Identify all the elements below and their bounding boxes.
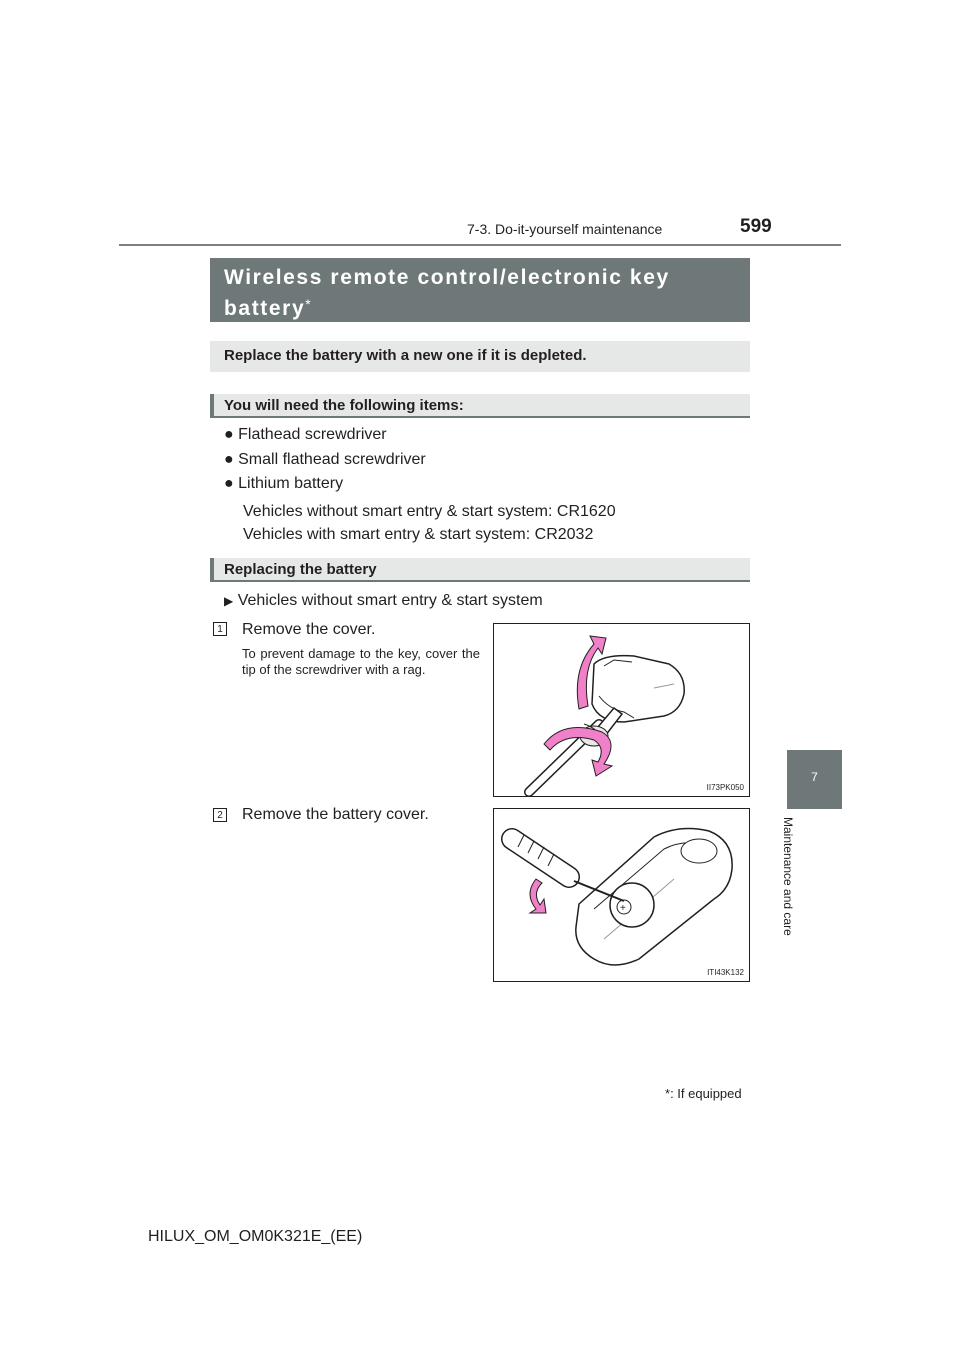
intro-statement: Replace the battery with a new one if it is depleted. bbox=[210, 341, 750, 372]
section-title: 7-3. Do-it-yourself maintenance bbox=[467, 221, 663, 237]
bullet-icon: ● bbox=[224, 475, 234, 492]
page-title bbox=[210, 258, 750, 322]
list-item: ● Lithium battery bbox=[224, 475, 344, 492]
chapter-label: Maintenance and care bbox=[781, 817, 795, 936]
bullet-icon: ● bbox=[224, 426, 234, 443]
document-code: HILUX_OM_OM0K321E_(EE) bbox=[148, 1228, 363, 1245]
chapter-number: 7 bbox=[811, 770, 818, 784]
page-number: 599 bbox=[740, 216, 772, 237]
step-number-box: 1 bbox=[213, 622, 227, 636]
figure-remove-battery-cover bbox=[493, 808, 750, 982]
bullet-icon: ● bbox=[224, 451, 234, 468]
header-divider bbox=[119, 244, 841, 246]
step-number-box: 2 bbox=[213, 808, 227, 822]
battery-note-with-smart-entry: Vehicles with smart entry & start system: CR2032 bbox=[243, 526, 594, 543]
list-item: ● Small flathead screwdriver bbox=[224, 451, 426, 468]
figure-code: II73PK050 bbox=[706, 783, 744, 792]
step-text: Remove the battery cover. bbox=[242, 806, 429, 823]
step-text: Remove the cover. bbox=[242, 621, 376, 638]
title-asterisk: * bbox=[305, 296, 311, 312]
footnote: *: If equipped bbox=[665, 1086, 742, 1101]
battery-cover-illustration bbox=[494, 809, 749, 981]
triangle-right-icon: ▶ bbox=[224, 594, 234, 608]
vehicle-subheading: ▶ Vehicles without smart entry & start system bbox=[224, 592, 543, 609]
footnote-asterisk: * bbox=[665, 1086, 671, 1101]
step-note: To prevent damage to the key, cover the tip of the screwdriver with a rag. bbox=[242, 646, 480, 677]
figure-remove-cover bbox=[493, 623, 750, 797]
items-heading: You will need the following items: bbox=[210, 394, 750, 418]
svg-text:+: + bbox=[620, 903, 626, 914]
figure-code: ITI43K132 bbox=[707, 968, 744, 977]
battery-note-without-smart-entry: Vehicles without smart entry & start system: CR1620 bbox=[243, 503, 616, 520]
key-cover-illustration bbox=[494, 624, 749, 796]
replacing-heading: Replacing the battery bbox=[210, 558, 750, 582]
page-title-text: Wireless remote control/electronic key battery bbox=[224, 266, 670, 320]
list-item: ● Flathead screwdriver bbox=[224, 426, 387, 443]
